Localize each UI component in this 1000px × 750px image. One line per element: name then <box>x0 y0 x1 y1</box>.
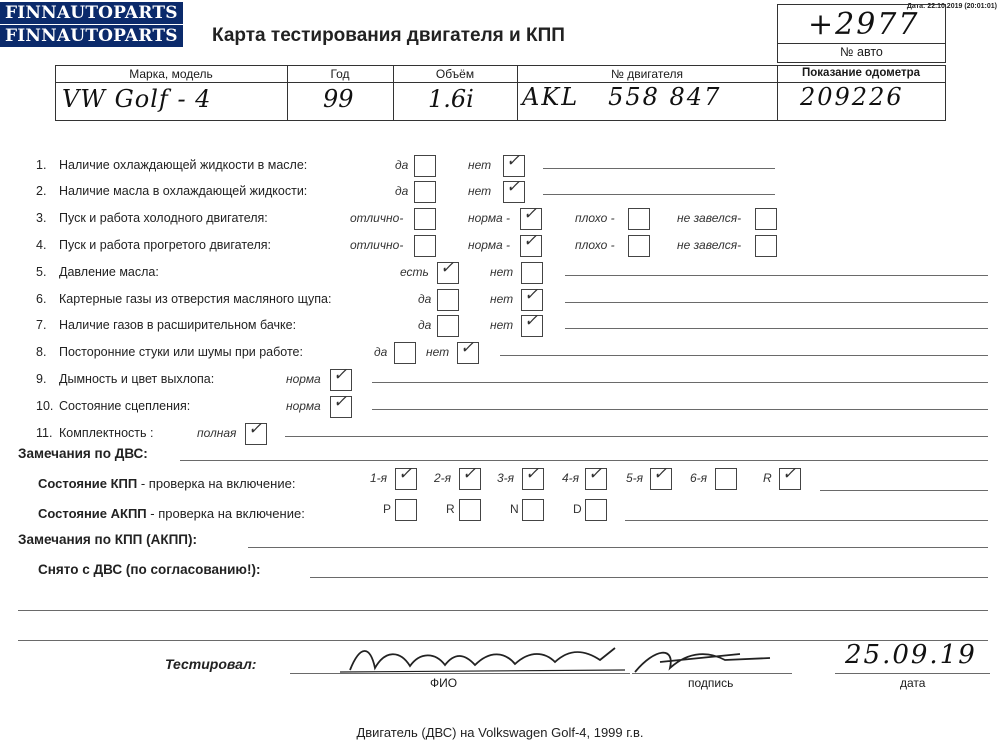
option-checkbox[interactable] <box>437 289 459 311</box>
header-engine-number: № двигателя <box>611 67 683 81</box>
signature-image <box>630 640 780 680</box>
kpp-remarks-label: Замечания по КПП (АКПП): <box>18 532 197 547</box>
kpp-line <box>820 490 988 491</box>
option-label: отлично- <box>350 211 404 225</box>
auto-number-box <box>777 4 946 43</box>
engine-remarks-label: Замечания по ДВС: <box>18 446 148 461</box>
gear-label: N <box>510 502 519 516</box>
answer-line <box>543 168 775 169</box>
removed-label: Снято с ДВС (по согласованию!): <box>38 562 261 577</box>
answer-line <box>372 409 988 410</box>
gear-label: 1-я <box>370 471 388 485</box>
sign-label: подпись <box>688 676 734 690</box>
question-number: 4. <box>36 238 47 252</box>
gear-checkbox[interactable] <box>395 499 417 521</box>
date-value: 25.09.19 <box>845 640 977 670</box>
check-mark: ✓ <box>653 464 668 484</box>
answer-line <box>500 355 988 356</box>
tested-label: Тестировал: <box>165 656 257 672</box>
check-mark: ✓ <box>333 392 348 412</box>
answer-line <box>565 302 988 303</box>
watermark-logo: FINNAUTOPARTS <box>0 2 183 24</box>
option-checkbox[interactable] <box>414 235 436 257</box>
option-label: нет <box>490 292 514 306</box>
option-label: плохо - <box>575 211 615 225</box>
question-text: Наличие масла в охлаждающей жидкости: <box>59 184 308 198</box>
gear-label: R <box>446 502 455 516</box>
answer-line <box>565 275 988 276</box>
kpp-label: Состояние КПП - проверка на включение: <box>38 476 296 491</box>
page-caption: Двигатель (ДВС) на Volkswagen Golf-4, 1999 г.в. <box>356 725 644 740</box>
check-mark: ✓ <box>440 258 455 278</box>
check-mark: ✓ <box>523 231 538 251</box>
option-checkbox[interactable] <box>437 315 459 337</box>
value-make-model: VW Golf - 4 <box>62 85 212 113</box>
check-mark: ✓ <box>524 311 539 331</box>
fio-label: ФИО <box>430 676 458 690</box>
value-engine-number: AKL 558 847 <box>522 83 722 111</box>
date-stamp: Дата: 22.10.2019 (20:01:01) <box>906 3 997 10</box>
question-text: Пуск и работа холодного двигателя: <box>59 211 268 225</box>
option-label: да <box>395 184 409 198</box>
watermark-logo-2: FINNAUTOPARTS <box>0 25 183 47</box>
check-mark: ✓ <box>782 464 797 484</box>
option-label: не завелся- <box>677 211 742 225</box>
answer-line <box>372 382 988 383</box>
gear-checkbox[interactable] <box>715 468 737 490</box>
option-label: да <box>395 158 409 172</box>
option-checkbox[interactable] <box>414 181 436 203</box>
auto-number-value: +2977 <box>808 7 920 42</box>
option-label: плохо - <box>575 238 615 252</box>
option-checkbox[interactable] <box>628 235 650 257</box>
question-number: 3. <box>36 211 47 225</box>
question-number: 7. <box>36 318 47 332</box>
option-checkbox[interactable] <box>394 342 416 364</box>
check-mark: ✓ <box>524 285 539 305</box>
header-volume: Объём <box>435 67 475 81</box>
header-odometer: Показание одометра <box>802 67 920 79</box>
option-checkbox[interactable] <box>628 208 650 230</box>
check-mark: ✓ <box>506 177 521 197</box>
check-mark: ✓ <box>460 338 475 358</box>
question-number: 6. <box>36 292 47 306</box>
option-label: норма <box>286 372 321 386</box>
header-year: Год <box>330 67 350 81</box>
question-number: 8. <box>36 345 47 359</box>
date-line <box>835 673 990 674</box>
value-odometer: 209226 <box>800 83 904 111</box>
option-label: отлично- <box>350 238 404 252</box>
gear-label: R <box>763 471 772 485</box>
date-label: дата <box>900 676 926 690</box>
name-signature-image <box>340 640 640 680</box>
option-label: нет <box>490 265 514 279</box>
question-text: Состояние сцепления: <box>59 399 191 413</box>
question-text: Пуск и работа прогретого двигателя: <box>59 238 271 252</box>
gear-label: D <box>573 502 582 516</box>
auto-number-label: № авто <box>840 45 883 59</box>
option-label: полная <box>197 426 237 440</box>
page-title: Карта тестирования двигателя и КПП <box>212 25 565 46</box>
option-checkbox[interactable] <box>414 155 436 177</box>
option-label: норма - <box>468 238 511 252</box>
question-number: 5. <box>36 265 47 279</box>
removed-line <box>310 577 988 578</box>
question-text: Давление масла: <box>59 265 159 279</box>
answer-line <box>565 328 988 329</box>
option-checkbox[interactable] <box>414 208 436 230</box>
gear-checkbox[interactable] <box>522 499 544 521</box>
answer-line <box>285 436 988 437</box>
akpp-line <box>625 520 988 521</box>
option-label: норма <box>286 399 321 413</box>
gear-label: 4-я <box>562 471 580 485</box>
question-text: Картерные газы из отверстия масляного щупа: <box>59 292 332 306</box>
header-make-model: Марка, модель <box>129 67 213 81</box>
check-mark: ✓ <box>525 464 540 484</box>
option-label: нет <box>490 318 514 332</box>
option-checkbox[interactable] <box>755 208 777 230</box>
gear-label: 3-я <box>497 471 515 485</box>
question-number: 9. <box>36 372 47 386</box>
option-label: нет <box>468 158 492 172</box>
question-number: 1. <box>36 158 47 172</box>
option-checkbox[interactable] <box>755 235 777 257</box>
kpp-remarks-line <box>248 547 988 548</box>
value-year: 99 <box>323 85 354 113</box>
option-label: есть <box>400 265 429 279</box>
gear-label: P <box>383 502 392 516</box>
auto-number-label-cell <box>777 43 946 63</box>
blank-line <box>18 610 988 611</box>
option-label: да <box>418 292 432 306</box>
check-mark: ✓ <box>523 204 538 224</box>
option-label: нет <box>426 345 450 359</box>
check-mark: ✓ <box>506 151 521 171</box>
option-label: да <box>418 318 432 332</box>
option-label: да <box>374 345 388 359</box>
check-mark: ✓ <box>248 419 263 439</box>
gear-label: 2-я <box>434 471 452 485</box>
akpp-label: Состояние АКПП - проверка на включение: <box>38 506 305 521</box>
answer-line <box>543 194 775 195</box>
option-label: нет <box>468 184 492 198</box>
question-text: Наличие газов в расширительном бачке: <box>59 318 297 332</box>
check-mark: ✓ <box>462 464 477 484</box>
question-number: 11. <box>36 426 53 440</box>
option-checkbox[interactable] <box>521 262 543 284</box>
gear-label: 6-я <box>690 471 708 485</box>
gear-checkbox[interactable] <box>585 499 607 521</box>
question-text: Наличие охлаждающей жидкости в масле: <box>59 158 308 172</box>
gear-checkbox[interactable] <box>459 499 481 521</box>
check-mark: ✓ <box>588 464 603 484</box>
value-volume: 1.6i <box>428 85 474 113</box>
check-mark: ✓ <box>398 464 413 484</box>
option-label: норма - <box>468 211 511 225</box>
question-text: Посторонние стуки или шумы при работе: <box>59 345 303 359</box>
option-label: не завелся- <box>677 238 742 252</box>
question-text: Дымность и цвет выхлопа: <box>59 372 215 386</box>
engine-remarks-line <box>180 460 988 461</box>
question-text: Комплектность : <box>59 426 154 440</box>
question-number: 2. <box>36 184 47 198</box>
check-mark: ✓ <box>333 365 348 385</box>
gear-label: 5-я <box>626 471 644 485</box>
question-number: 10. <box>36 399 54 413</box>
